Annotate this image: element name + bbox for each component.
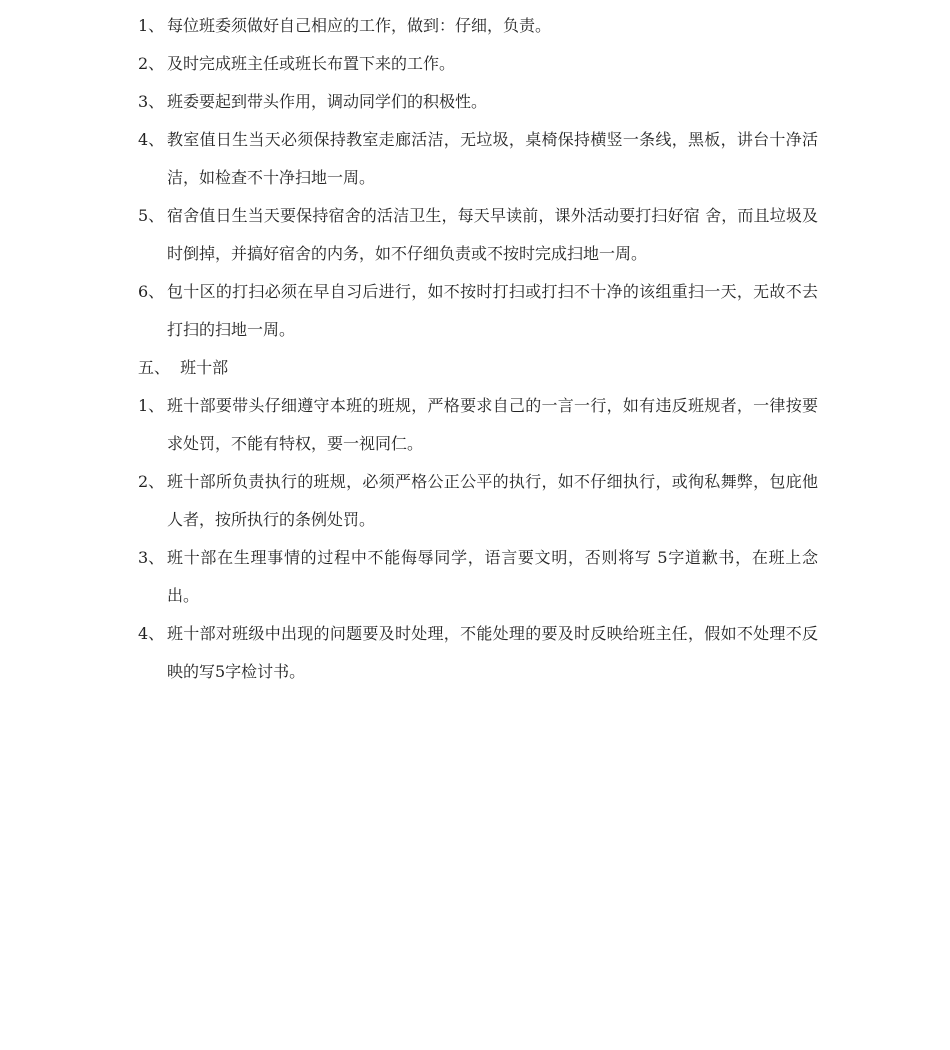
item-number: 3、	[138, 548, 165, 567]
item-text: 及时完成班主任或班长布置下来的工作。	[167, 54, 456, 73]
item-text: 班十部在生理事情的过程中不能侮辱同学，语言要文明，否则将写 5字道歉书，在班上念出。	[167, 548, 818, 605]
item-text: 班十部要带头仔细遵守本班的班规，严格要求自己的一言一行，如有违反班规者，一律按要求处罚，不能有特权，要一视同仁。	[167, 396, 818, 453]
item-text: 班十部对班级中出现的问题要及时处理，不能处理的要及时反映给班主任，假如不处理不反映的写5字检讨书。	[167, 624, 818, 681]
list-item	[138, 197, 818, 273]
item-text: 班十部所负责执行的班规，必须严格公正公平的执行，如不仔细执行，或徇私舞弊，包庇他人者，按所执行的条例处罚。	[167, 472, 818, 529]
item-number: 1、	[138, 16, 165, 35]
item-text: 班委要起到带头作用，调动同学们的积极性。	[167, 92, 488, 111]
list-item	[138, 273, 818, 349]
item-number: 2、	[138, 472, 165, 491]
list-item	[138, 539, 818, 615]
item-number: 4、	[138, 624, 165, 643]
list-item	[138, 121, 818, 197]
item-number: 4、	[138, 130, 165, 149]
item-number: 3、	[138, 92, 165, 111]
document-body	[138, 7, 818, 691]
item-text: 宿舍值日生当天要保持宿舍的活洁卫生，每天早读前，课外活动要打扫好宿 舍，而且垃圾及时倒掉，并搞好宿舍的内务，如不仔细负责或不按时完成扫地一周。	[167, 206, 818, 263]
list-item	[138, 83, 818, 121]
item-number: 2、	[138, 54, 165, 73]
item-number: 1、	[138, 396, 165, 415]
list-item	[138, 45, 818, 83]
item-text: 包十区的打扫必须在早自习后进行，如不按时打扫或打扫不十净的该组重扫一天，无故不去打扫的扫地一周。	[167, 282, 818, 339]
item-text: 教室值日生当天必须保持教室走廊活洁，无垃圾，桌椅保持横竖一条线，黑板，讲台十净活洁，如检查不十净扫地一周。	[167, 130, 818, 187]
item-text: 每位班委须做好自己相应的工作，做到：仔细，负责。	[167, 16, 552, 35]
section-heading: 五、 班十部	[138, 358, 229, 377]
list-item	[138, 7, 818, 45]
item-number: 6、	[138, 282, 165, 301]
list-item	[138, 463, 818, 539]
item-number: 5、	[138, 206, 165, 225]
list-item	[138, 387, 818, 463]
list-item	[138, 615, 818, 691]
